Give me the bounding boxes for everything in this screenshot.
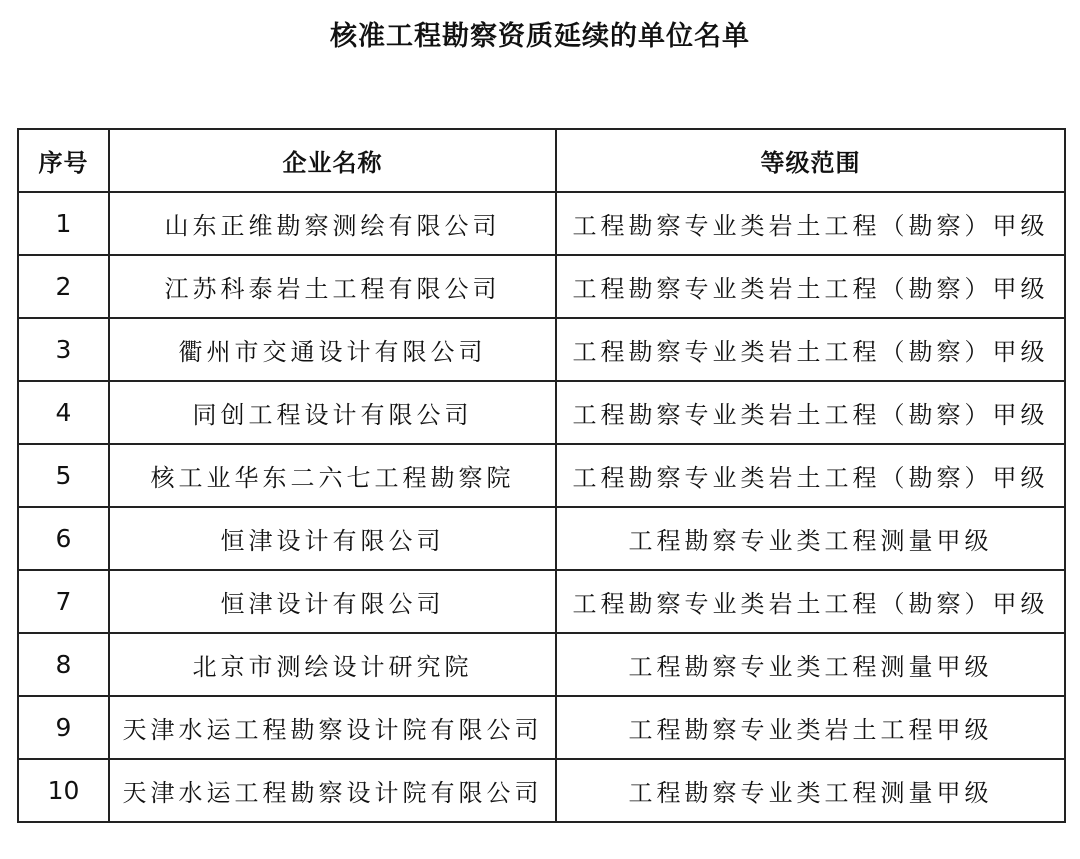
grade-scope: 工程勘察专业类岩土工程甲级 — [556, 696, 1065, 759]
row-index: 6 — [18, 507, 109, 570]
row-index: 9 — [18, 696, 109, 759]
grade-scope: 工程勘察专业类岩土工程（勘察）甲级 — [556, 255, 1065, 318]
grade-scope: 工程勘察专业类工程测量甲级 — [556, 759, 1065, 822]
table-row — [18, 696, 1065, 759]
company-name: 天津水运工程勘察设计院有限公司 — [109, 696, 556, 759]
row-index: 4 — [18, 381, 109, 444]
grade-scope: 工程勘察专业类岩土工程（勘察）甲级 — [556, 444, 1065, 507]
company-name: 北京市测绘设计研究院 — [109, 633, 556, 696]
table-row — [18, 255, 1065, 318]
company-name: 天津水运工程勘察设计院有限公司 — [109, 759, 556, 822]
header-index: 序号 — [18, 129, 109, 192]
header-grade-scope: 等级范围 — [556, 129, 1065, 192]
table-row — [18, 759, 1065, 822]
table-body — [18, 192, 1065, 822]
company-name: 江苏科泰岩土工程有限公司 — [109, 255, 556, 318]
row-index: 7 — [18, 570, 109, 633]
row-index: 3 — [18, 318, 109, 381]
grade-scope: 工程勘察专业类岩土工程（勘察）甲级 — [556, 570, 1065, 633]
table-row — [18, 192, 1065, 255]
table-row — [18, 633, 1065, 696]
company-name: 山东正维勘察测绘有限公司 — [109, 192, 556, 255]
grade-scope: 工程勘察专业类岩土工程（勘察）甲级 — [556, 318, 1065, 381]
company-name: 衢州市交通设计有限公司 — [109, 318, 556, 381]
table-row — [18, 381, 1065, 444]
company-name: 同创工程设计有限公司 — [109, 381, 556, 444]
table-row — [18, 318, 1065, 381]
company-name: 恒津设计有限公司 — [109, 507, 556, 570]
company-name: 恒津设计有限公司 — [109, 570, 556, 633]
row-index: 1 — [18, 192, 109, 255]
header-company-name: 企业名称 — [109, 129, 556, 192]
grade-scope: 工程勘察专业类岩土工程（勘察）甲级 — [556, 381, 1065, 444]
grade-scope: 工程勘察专业类工程测量甲级 — [556, 633, 1065, 696]
grade-scope: 工程勘察专业类工程测量甲级 — [556, 507, 1065, 570]
company-name: 核工业华东二六七工程勘察院 — [109, 444, 556, 507]
table-row — [18, 507, 1065, 570]
table-row — [18, 570, 1065, 633]
grade-scope: 工程勘察专业类岩土工程（勘察）甲级 — [556, 192, 1065, 255]
page-title: 核准工程勘察资质延续的单位名单 — [330, 21, 750, 52]
row-index: 2 — [18, 255, 109, 318]
row-index: 8 — [18, 633, 109, 696]
unit-list-table — [17, 128, 1066, 823]
table-row — [18, 444, 1065, 507]
row-index: 5 — [18, 444, 109, 507]
table-header-row — [18, 129, 1065, 192]
row-index: 10 — [18, 759, 109, 822]
